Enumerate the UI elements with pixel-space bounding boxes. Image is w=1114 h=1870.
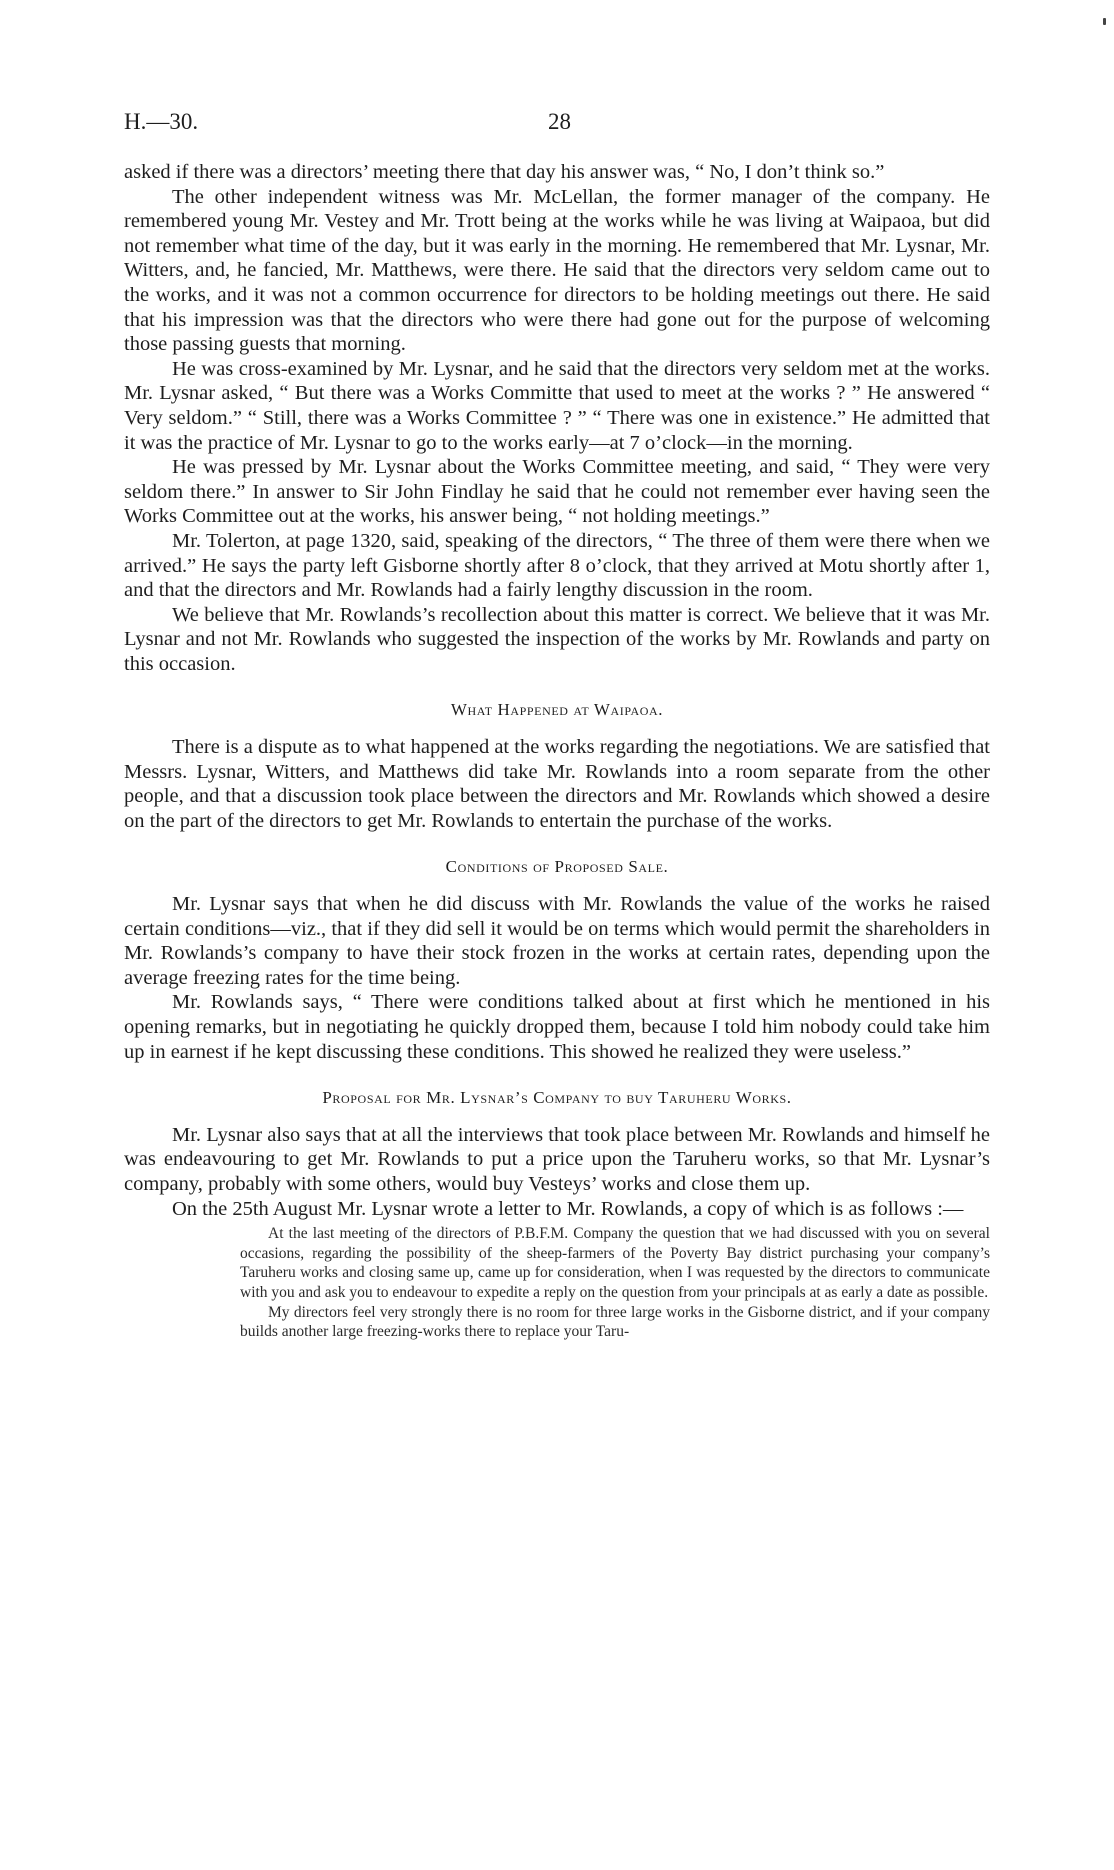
- paragraph: He was pressed by Mr. Lysnar about the Works Committee meeting, and said, “ They were very seldom there.” In answer to Sir John Findlay he said that he could not remember ever having seen the Works Committee out at the works, his answer being, “ not holding meetings.”: [124, 456, 990, 528]
- quoted-letter: [240, 1224, 990, 1342]
- page-header: [124, 109, 990, 139]
- letter-paragraph: At the last meeting of the directors of P.B.F.M. Company the question that we had discussed with you on several occasions, regarding the possibility of the sheep-farmers of the Poverty Bay district purchasing your company’s Taruheru works and closing same up, came up for consideration, when I was requested by the directors to communicate with you and ask you to endeavour to expedite a reply on the question from your principals at as early a date as possible.: [240, 1225, 990, 1301]
- page-edge-mark: [1103, 18, 1106, 25]
- page-number: 28: [548, 109, 571, 134]
- letter-paragraph: My directors feel very strongly there is no room for three large works in the Gisborne district, and if your company builds another large freezing-works there to replace your Taru-: [240, 1303, 990, 1341]
- paragraph: Mr. Rowlands says, “ There were conditions talked about at first which he mentioned in his opening remarks, but in negotiating he quickly dropped them, because I told him nobody could take him up in earnest if he kept discussing these conditions. This showed he realized they were useless.”: [124, 991, 990, 1063]
- paragraph: He was cross-examined by Mr. Lysnar, and he said that the directors very seldom met at the works. Mr. Lysnar asked, “ But there was a Works Committe that used to meet at the works ? ” He answered “ Very seldom.” “ Still, there was a Works Committee ? ” “ There was one in existence.” He admitted that it was the practice of Mr. Lysnar to go to the works early—at 7 o’clock—in the morning.: [124, 357, 990, 454]
- section-heading: What Happened at Waipaoa.: [450, 700, 664, 720]
- section-heading: Conditions of Proposed Sale.: [445, 857, 669, 877]
- page-body: [124, 160, 990, 1342]
- paragraph: Mr. Lysnar also says that at all the interviews that took place between Mr. Rowlands and himself he was endeavouring to get Mr. Rowlands to put a price upon the Taruheru works, so that Mr. Lysnar’s company, probably with some others, would buy Vesteys’ works and close them up.: [124, 1123, 990, 1195]
- paragraph: We believe that Mr. Rowlands’s recollection about this matter is correct. We believe that it was Mr. Lysnar and not Mr. Rowlands who suggested the inspection of the works by Mr. Rowlands and party on this occasion.: [124, 603, 990, 675]
- paragraph: There is a dispute as to what happened at the works regarding the negotiations. We are satisfied that Messrs. Lysnar, Witters, and Matthews did take Mr. Rowlands into a room separate from the other people, and that a discussion took place between the directors and Mr. Rowlands which showed a desire on the part of the directors to get Mr. Rowlands to entertain the purchase of the works.: [124, 736, 990, 832]
- paragraph: The other independent witness was Mr. McLellan, the former manager of the company. He remembered young Mr. Vestey and Mr. Trott being at the works while he was living at Waipaoa, but did not remember what time of the day, but it was early in the morning. He remembered that Mr. Lysnar, Mr. Witters, and, he fancied, Mr. Matthews, were there. He said that the directors very seldom came out to the works, and it was not a common occurrence for directors to be holding meetings out there. He said that his impression was that the directors who were there had gone out for the purpose of welcoming those passing guests that morning.: [124, 185, 990, 356]
- section-heading: Proposal for Mr. Lysnar’s Company to buy Taruheru Works.: [322, 1088, 792, 1108]
- document-reference: H.—30.: [124, 109, 199, 134]
- paragraph: Mr. Tolerton, at page 1320, said, speaking of the directors, “ The three of them were there when we arrived.” He says the party left Gisborne shortly after 8 o’clock, that they arrived at Motu shortly after 1, and that the directors and Mr. Rowlands had a fairly lengthy discussion in the room.: [124, 529, 990, 602]
- paragraph: asked if there was a directors’ meeting there that day his answer was, “ No, I don’t think so.”: [124, 161, 885, 183]
- paragraph: On the 25th August Mr. Lysnar wrote a letter to Mr. Rowlands, a copy of which is as follows :—: [172, 1197, 964, 1220]
- paragraph: Mr. Lysnar says that when he did discuss with Mr. Rowlands the value of the works he raised certain conditions—viz., that if they did sell it would be on terms which would permit the shareholders in Mr. Rowlands’s company to have their stock frozen in the works at certain rates, depending upon the average freezing rates for the time being.: [124, 893, 990, 989]
